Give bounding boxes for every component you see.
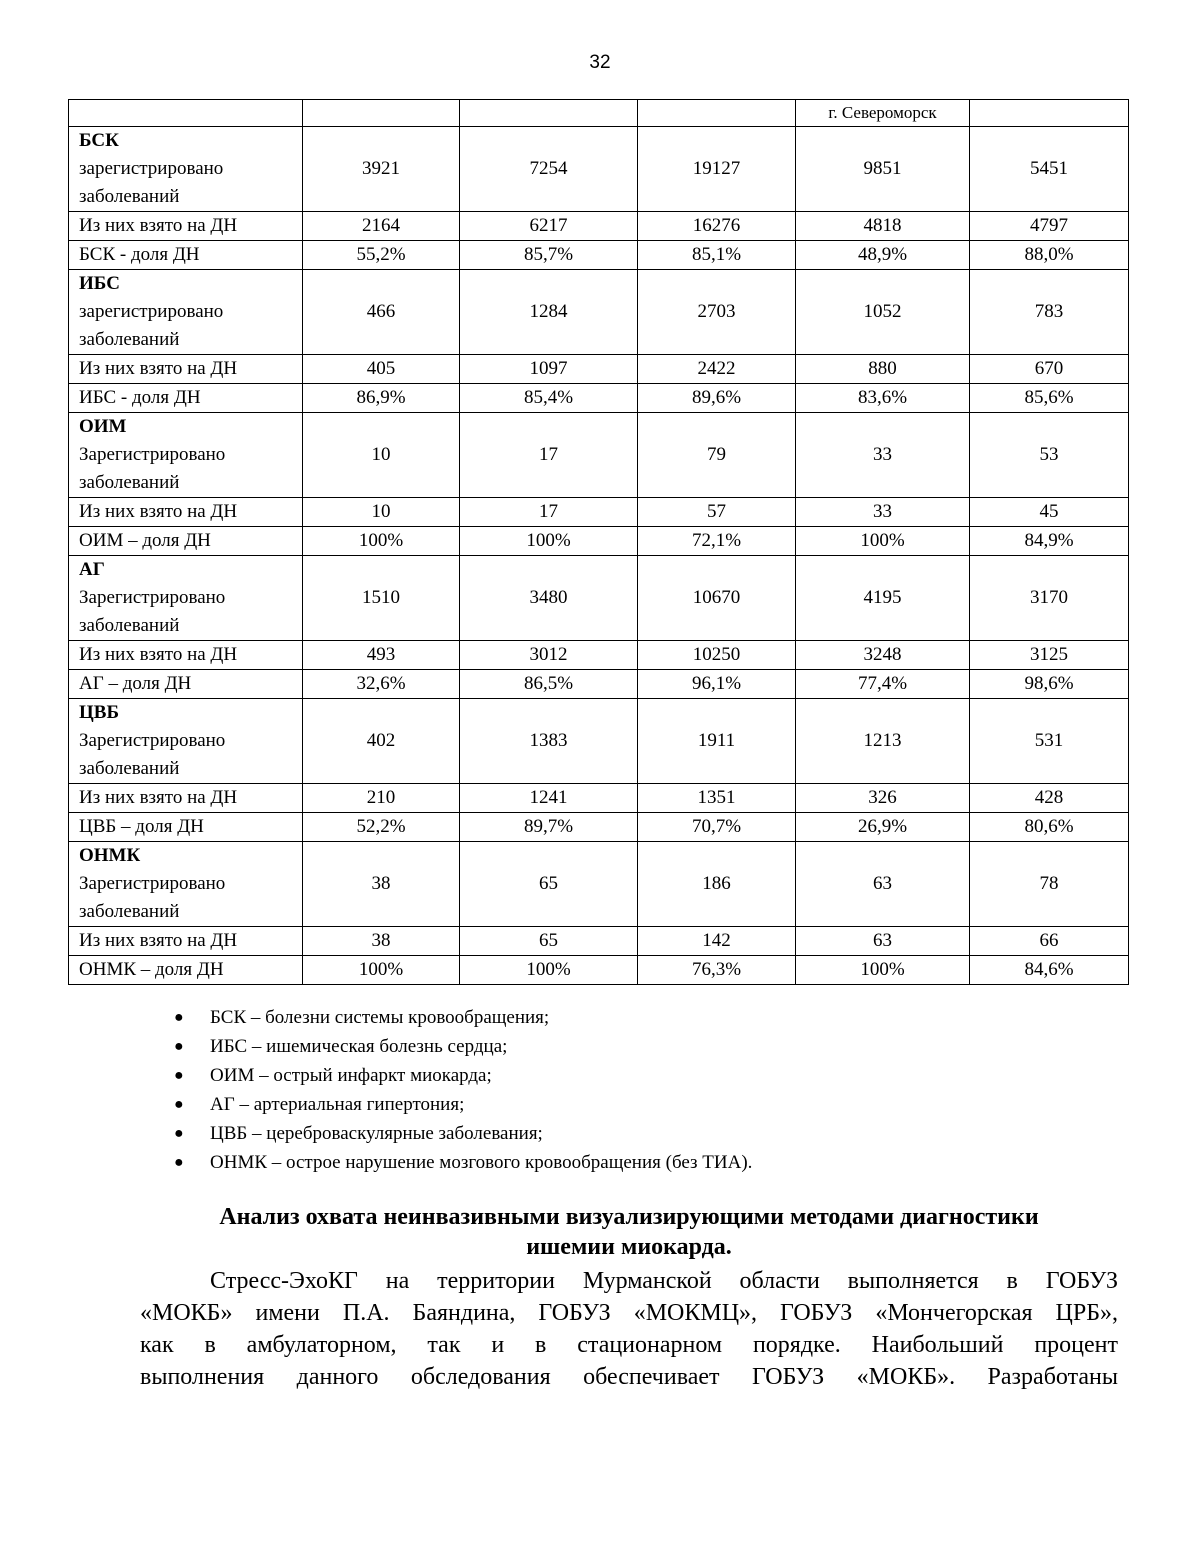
table-cell: 326 — [796, 784, 970, 813]
legend-item — [140, 1032, 752, 1061]
table-cell: 1052 — [796, 270, 970, 355]
table-cell: 55,2% — [303, 241, 460, 270]
table-row-share — [69, 670, 1129, 699]
table-cell: 89,7% — [460, 813, 638, 842]
table-cell: 78 — [970, 842, 1129, 927]
page-number: 32 — [589, 52, 611, 73]
bullet-icon: ● — [174, 1067, 184, 1084]
table-cell: 17 — [460, 498, 638, 527]
row-label-line: заболеваний — [79, 758, 180, 779]
group-title: АГ — [79, 559, 105, 580]
table-cell: 53 — [970, 413, 1129, 498]
table-row-registered — [69, 413, 1129, 498]
table-cell: 10 — [303, 498, 460, 527]
table-row-registered — [69, 556, 1129, 641]
table-cell: 19127 — [638, 127, 796, 212]
table-cell: 1097 — [460, 355, 638, 384]
table-cell: 88,0% — [970, 241, 1129, 270]
header-cell — [970, 100, 1129, 127]
section-heading — [140, 1202, 1118, 1262]
table-row-dn — [69, 212, 1129, 241]
table-cell: 100% — [796, 527, 970, 556]
header-cell — [638, 100, 796, 127]
table-cell: 100% — [303, 527, 460, 556]
table-row-dn — [69, 784, 1129, 813]
legend-item — [140, 1119, 752, 1148]
group-title: ОНМК — [79, 845, 141, 866]
bullet-icon: ● — [174, 1038, 184, 1055]
table-cell: 100% — [460, 956, 638, 985]
row-label: Из них взято на ДН — [69, 212, 303, 241]
table-cell: 63 — [796, 842, 970, 927]
table-row-share — [69, 241, 1129, 270]
table-cell: 3480 — [460, 556, 638, 641]
dispensary-table — [68, 99, 1129, 985]
row-label: ОИМ – доля ДН — [69, 527, 303, 556]
header-cell — [460, 100, 638, 127]
table-cell: 33 — [796, 413, 970, 498]
table-cell: 100% — [303, 956, 460, 985]
table-cell: 466 — [303, 270, 460, 355]
table-row-dn — [69, 498, 1129, 527]
table-cell: 493 — [303, 641, 460, 670]
table-cell: 38 — [303, 842, 460, 927]
table-cell: 142 — [638, 927, 796, 956]
header-cell: г. Североморск — [796, 100, 970, 127]
table-cell: 65 — [460, 927, 638, 956]
legend-text: АГ – артериальная гипертония; — [210, 1094, 465, 1115]
table-cell: 85,1% — [638, 241, 796, 270]
table-cell: 85,6% — [970, 384, 1129, 413]
legend-item — [140, 1003, 752, 1032]
row-label — [69, 413, 303, 498]
table-cell: 2703 — [638, 270, 796, 355]
group-title: ОИМ — [79, 416, 127, 437]
row-label-line: заболеваний — [79, 329, 180, 350]
bullet-icon: ● — [174, 1009, 184, 1026]
table-cell: 3170 — [970, 556, 1129, 641]
table-cell: 65 — [460, 842, 638, 927]
table-cell: 66 — [970, 927, 1129, 956]
row-label — [69, 127, 303, 212]
body-paragraph — [140, 1265, 1118, 1393]
row-label — [69, 270, 303, 355]
table-cell: 63 — [796, 927, 970, 956]
table-header-row — [69, 100, 1129, 127]
table-row-registered — [69, 699, 1129, 784]
row-label-line: зарегистрировано — [79, 301, 224, 322]
table-cell: 10670 — [638, 556, 796, 641]
bullet-icon: ● — [174, 1125, 184, 1142]
row-label — [69, 556, 303, 641]
table-cell: 3012 — [460, 641, 638, 670]
table-cell: 85,7% — [460, 241, 638, 270]
table-cell: 16276 — [638, 212, 796, 241]
table-cell: 72,1% — [638, 527, 796, 556]
table-cell: 85,4% — [460, 384, 638, 413]
group-title: ИБС — [79, 273, 120, 294]
table-cell: 80,6% — [970, 813, 1129, 842]
table-cell: 17 — [460, 413, 638, 498]
bullet-icon: ● — [174, 1154, 184, 1171]
table-cell: 880 — [796, 355, 970, 384]
row-label-line: заболеваний — [79, 472, 180, 493]
table-cell: 210 — [303, 784, 460, 813]
table-cell: 6217 — [460, 212, 638, 241]
table-row-registered — [69, 270, 1129, 355]
heading-line: Анализ охвата неинвазивными визуализирующими методами диагностики — [219, 1204, 1039, 1230]
legend-text: ОНМК – острое нарушение мозгового кровообращения (без ТИА). — [210, 1152, 753, 1173]
table-cell: 10250 — [638, 641, 796, 670]
row-label: Из них взято на ДН — [69, 927, 303, 956]
legend-text: БСК – болезни системы кровообращения; — [210, 1007, 550, 1028]
row-label-line: заболеваний — [79, 615, 180, 636]
row-label-line: заболеваний — [79, 901, 180, 922]
table-cell: 86,9% — [303, 384, 460, 413]
group-title: БСК — [79, 130, 119, 151]
table-cell: 98,6% — [970, 670, 1129, 699]
table-cell: 670 — [970, 355, 1129, 384]
table-row-share — [69, 813, 1129, 842]
row-label: ЦВБ – доля ДН — [69, 813, 303, 842]
table-cell: 26,9% — [796, 813, 970, 842]
row-label-line: заболеваний — [79, 186, 180, 207]
table-cell: 57 — [638, 498, 796, 527]
table-cell: 4797 — [970, 212, 1129, 241]
legend-item — [140, 1090, 752, 1119]
paragraph-line: как в амбулаторном, так и в стационарном порядке. Наибольший процент — [140, 1332, 1118, 1358]
table-row-registered — [69, 127, 1129, 212]
row-label-line: Зарегистрировано — [79, 587, 226, 608]
table-cell: 77,4% — [796, 670, 970, 699]
row-label: ОНМК – доля ДН — [69, 956, 303, 985]
table-cell: 70,7% — [638, 813, 796, 842]
table-row-dn — [69, 927, 1129, 956]
header-cell — [69, 100, 303, 127]
heading-line: ишемии миокарда. — [526, 1234, 732, 1260]
table-cell: 531 — [970, 699, 1129, 784]
table-cell: 783 — [970, 270, 1129, 355]
row-label: БСК - доля ДН — [69, 241, 303, 270]
table-cell: 1911 — [638, 699, 796, 784]
table-cell: 33 — [796, 498, 970, 527]
legend-text: ОИМ – острый инфаркт миокарда; — [210, 1065, 492, 1086]
table-cell: 84,6% — [970, 956, 1129, 985]
table-cell: 38 — [303, 927, 460, 956]
row-label: Из них взято на ДН — [69, 641, 303, 670]
table-cell: 1284 — [460, 270, 638, 355]
table-cell: 4195 — [796, 556, 970, 641]
table-cell: 45 — [970, 498, 1129, 527]
legend-item — [140, 1061, 752, 1090]
table-cell: 2422 — [638, 355, 796, 384]
row-label-line: Зарегистрировано — [79, 873, 226, 894]
table-cell: 84,9% — [970, 527, 1129, 556]
row-label: Из них взято на ДН — [69, 498, 303, 527]
row-label — [69, 842, 303, 927]
table-cell: 10 — [303, 413, 460, 498]
table-cell: 1351 — [638, 784, 796, 813]
table-cell: 3921 — [303, 127, 460, 212]
table-row-share — [69, 527, 1129, 556]
table-cell: 7254 — [460, 127, 638, 212]
table-cell: 32,6% — [303, 670, 460, 699]
table-cell: 3248 — [796, 641, 970, 670]
table-row-dn — [69, 355, 1129, 384]
table-row-registered — [69, 842, 1129, 927]
row-label-line: зарегистрировано — [79, 158, 224, 179]
table-cell: 86,5% — [460, 670, 638, 699]
table-cell: 100% — [796, 956, 970, 985]
table-row-dn — [69, 641, 1129, 670]
legend-text: ЦВБ – цереброваскулярные заболевания; — [210, 1123, 543, 1144]
row-label: ИБС - доля ДН — [69, 384, 303, 413]
table-cell: 402 — [303, 699, 460, 784]
paragraph-line: «МОКБ» имени П.А. Баяндина, ГОБУЗ «МОКМЦ», ГОБУЗ «Мончегорская ЦРБ», — [140, 1300, 1118, 1326]
row-label — [69, 699, 303, 784]
table-cell: 405 — [303, 355, 460, 384]
table-cell: 4818 — [796, 212, 970, 241]
table-cell: 89,6% — [638, 384, 796, 413]
table-row-share — [69, 956, 1129, 985]
table-cell: 3125 — [970, 641, 1129, 670]
header-cell — [303, 100, 460, 127]
table-cell: 52,2% — [303, 813, 460, 842]
table-cell: 96,1% — [638, 670, 796, 699]
legend-text: ИБС – ишемическая болезнь сердца; — [210, 1036, 508, 1057]
table-cell: 2164 — [303, 212, 460, 241]
row-label-line: Зарегистрировано — [79, 444, 226, 465]
table-cell: 186 — [638, 842, 796, 927]
table-cell: 428 — [970, 784, 1129, 813]
paragraph-line: Стресс-ЭхоКГ на территории Мурманской области выполняется в ГОБУЗ — [210, 1268, 1118, 1294]
abbreviation-legend — [140, 1003, 752, 1177]
table-cell: 100% — [460, 527, 638, 556]
row-label: АГ – доля ДН — [69, 670, 303, 699]
table-cell: 1213 — [796, 699, 970, 784]
table-cell: 9851 — [796, 127, 970, 212]
paragraph-line: выполнения данного обследования обеспечивает ГОБУЗ «МОКБ». Разработаны — [140, 1364, 1118, 1390]
bullet-icon: ● — [174, 1096, 184, 1113]
table-cell: 83,6% — [796, 384, 970, 413]
table-cell: 1510 — [303, 556, 460, 641]
table-cell: 76,3% — [638, 956, 796, 985]
group-title: ЦВБ — [79, 702, 120, 723]
table-cell: 79 — [638, 413, 796, 498]
legend-item — [140, 1148, 752, 1177]
row-label: Из них взято на ДН — [69, 784, 303, 813]
table-row-share — [69, 384, 1129, 413]
row-label-line: Зарегистрировано — [79, 730, 226, 751]
table-cell: 1383 — [460, 699, 638, 784]
table-cell: 5451 — [970, 127, 1129, 212]
table-cell: 48,9% — [796, 241, 970, 270]
row-label: Из них взято на ДН — [69, 355, 303, 384]
table-cell: 1241 — [460, 784, 638, 813]
